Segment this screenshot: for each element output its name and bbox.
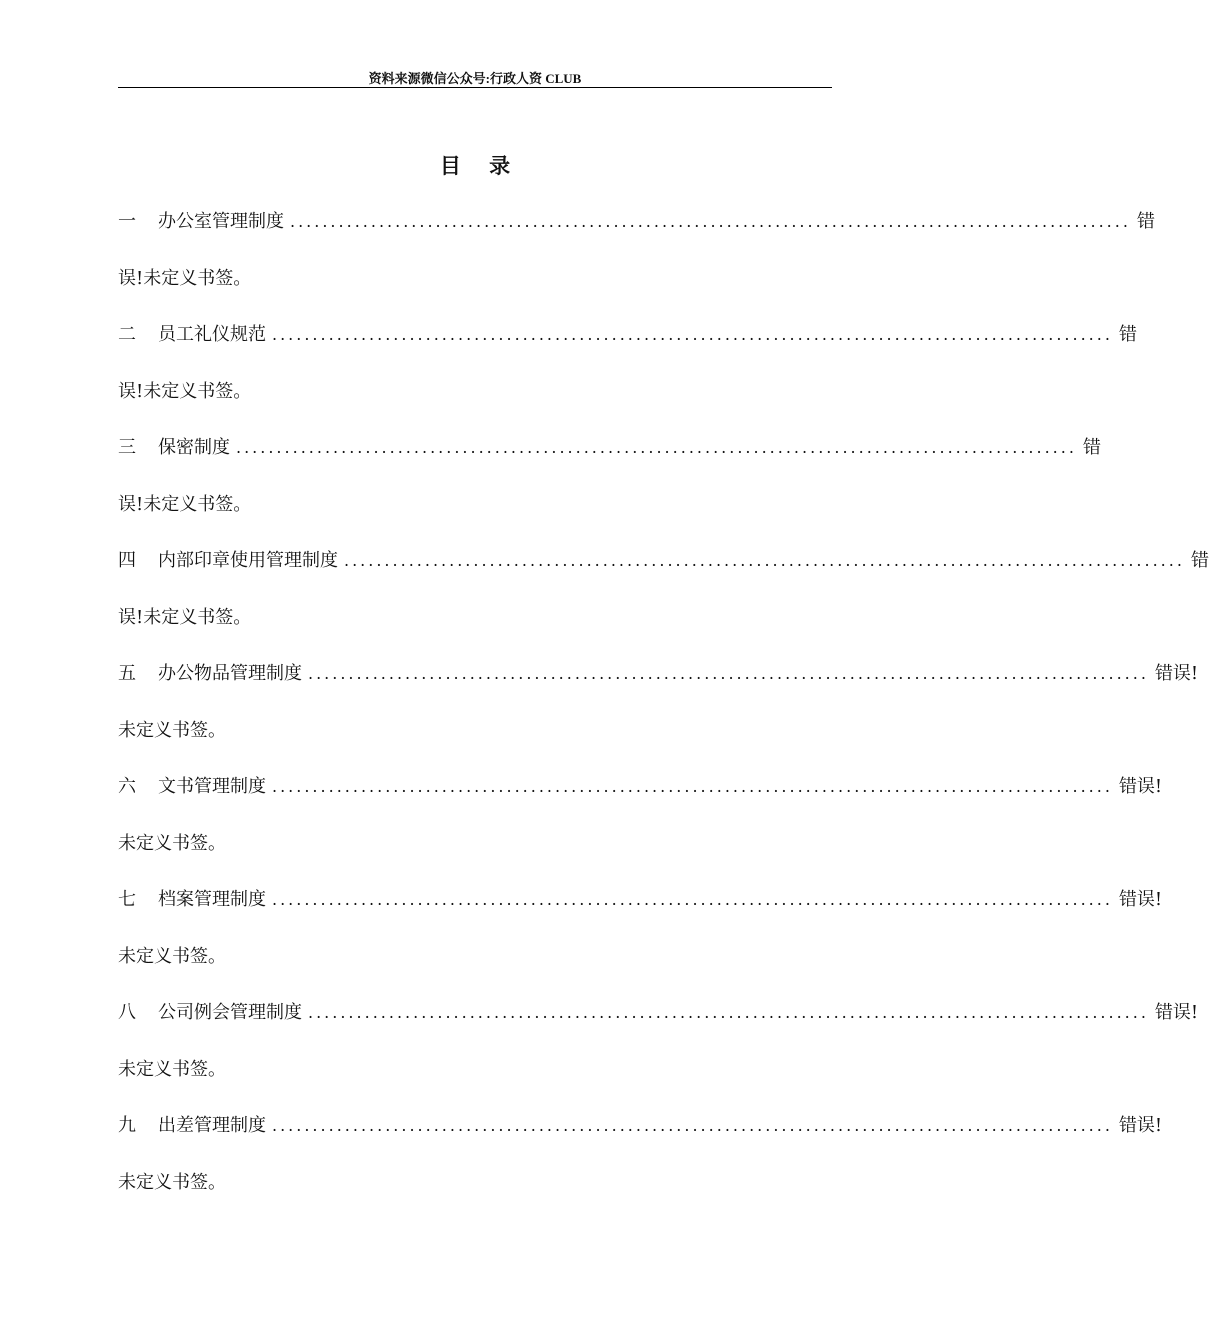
toc-entry-page-ref-continued: 未定义书签。 [118, 833, 226, 854]
toc-entry-page-ref: 错误! [1154, 1002, 1199, 1023]
toc-entry-number: 六 [118, 776, 136, 797]
toc-entry[interactable] [118, 1111, 1163, 1193]
toc-entry-title: 办公物品管理制度 [158, 663, 302, 684]
toc-entry-page-ref: 错误! [1154, 663, 1199, 684]
toc-entry-title: 保密制度 [158, 437, 230, 458]
toc-entry[interactable] [118, 998, 1199, 1080]
toc-entry[interactable] [118, 207, 1155, 289]
dot-leader: ........................................................................................................ [290, 212, 1131, 231]
toc-entry-number: 一 [118, 211, 136, 232]
dot-leader: ........................................................................................................ [344, 551, 1185, 570]
toc-entry-page-ref: 错误! [1118, 1115, 1163, 1136]
page-header: 资料来源微信公众号:行政人资 CLUB [368, 71, 582, 86]
dot-leader: ........................................................................................................ [272, 1116, 1113, 1135]
toc-entry[interactable] [118, 659, 1199, 741]
toc-entry[interactable] [118, 885, 1163, 967]
toc-entry-number: 八 [118, 1002, 136, 1023]
toc-entry-page-ref: 错 [1082, 437, 1101, 458]
toc-title: 目 录 [439, 153, 521, 178]
toc-entry-page-ref-continued: 误!未定义书签。 [118, 494, 252, 515]
toc-entry[interactable] [118, 320, 1137, 402]
toc-entry-page-ref: 错 [1136, 211, 1155, 232]
toc-entry-page-ref-continued: 未定义书签。 [118, 946, 226, 967]
toc-entry-page-ref-continued: 未定义书签。 [118, 1172, 226, 1193]
toc-entry-page-ref: 错误! [1118, 889, 1163, 910]
toc-entry-title: 办公室管理制度 [158, 211, 284, 232]
toc-entry-title: 公司例会管理制度 [158, 1002, 302, 1023]
toc-entry-title: 档案管理制度 [158, 889, 266, 910]
toc-entry-title: 文书管理制度 [158, 776, 266, 797]
toc-entry-title: 员工礼仪规范 [158, 324, 266, 345]
header-rule [118, 87, 832, 88]
dot-leader: ........................................................................................................ [272, 890, 1113, 909]
toc-entry-number: 七 [118, 889, 136, 910]
toc-entry-page-ref-continued: 未定义书签。 [118, 1059, 226, 1080]
toc-entry-title: 出差管理制度 [158, 1115, 266, 1136]
toc-entry-page-ref: 错误! [1118, 776, 1163, 797]
toc-entry[interactable] [118, 772, 1163, 854]
toc-entry-page-ref: 错 [1190, 550, 1209, 571]
dot-leader: ........................................................................................................ [236, 438, 1077, 457]
dot-leader: ........................................................................................................ [308, 1003, 1149, 1022]
toc-entry-number: 三 [118, 437, 136, 458]
toc-entry-number: 二 [118, 324, 136, 345]
dot-leader: ........................................................................................................ [272, 325, 1113, 344]
toc-entry-page-ref-continued: 未定义书签。 [118, 720, 226, 741]
toc-entry-page-ref-continued: 误!未定义书签。 [118, 268, 252, 289]
dot-leader: ........................................................................................................ [272, 777, 1113, 796]
toc-entry[interactable] [118, 546, 1209, 628]
toc-entry-number: 五 [118, 663, 136, 684]
dot-leader: ........................................................................................................ [308, 664, 1149, 683]
toc-entry[interactable] [118, 433, 1101, 515]
toc-entry-number: 四 [118, 550, 136, 571]
toc-entry-title: 内部印章使用管理制度 [158, 550, 338, 571]
toc-entry-number: 九 [118, 1115, 136, 1136]
toc-entry-page-ref: 错 [1118, 324, 1137, 345]
toc-entry-page-ref-continued: 误!未定义书签。 [118, 607, 252, 628]
toc-entry-page-ref-continued: 误!未定义书签。 [118, 381, 252, 402]
